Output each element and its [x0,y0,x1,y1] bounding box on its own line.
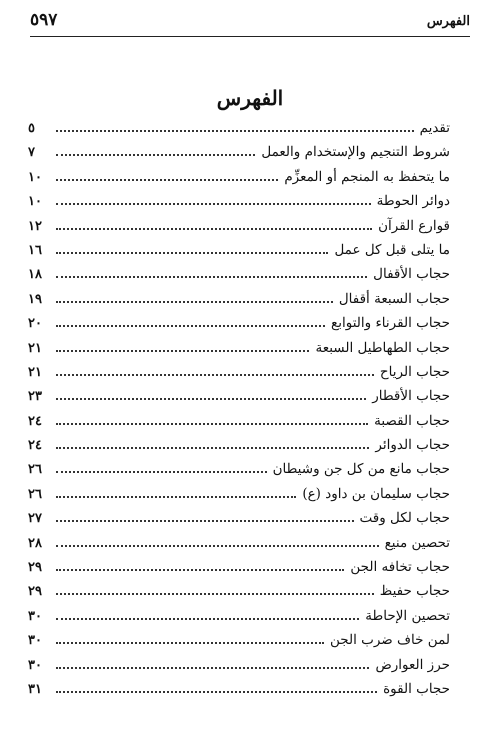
toc-dot-leader [56,422,368,425]
toc-entry-page-number: ٣٠ [28,633,42,649]
running-header [30,6,470,37]
toc-title: الفهرس [216,86,284,110]
toc-dot-leader [56,178,278,181]
toc-entry [28,144,450,168]
toc-entry-label: قوارع القرآن [378,217,450,234]
toc-dot-leader [56,275,367,278]
toc-entry-label: حجاب تخافه الجن [350,559,450,576]
toc-entry [28,218,450,242]
toc-entry-label: حجاب الدوائر [375,437,450,454]
toc-entry-label: حجاب الرياح [379,363,450,380]
toc-entry [28,559,450,583]
toc-entry-label: دوائر الحوطة [376,193,450,210]
toc-dot-leader [56,544,379,547]
toc-entry-label: حجاب حفيظ [379,583,450,600]
toc-entry [28,388,450,412]
toc-entry-label: لمن خاف ضرب الجن [330,632,450,649]
toc-dot-leader [56,373,374,376]
toc-dot-leader [56,617,359,620]
toc-dot-leader [56,349,309,352]
toc-entry [28,535,450,559]
toc-entry-label: حجاب القرناء والتوابع [331,315,450,332]
toc-entry [28,413,450,437]
toc-entry [28,510,450,534]
toc-entry [28,193,450,217]
toc-entry-page-number: ٣٠ [28,657,42,673]
toc-entry [28,461,450,485]
toc-entry [28,681,450,705]
toc-entry-label: حجاب السبعة أقفال [338,290,450,307]
toc-entry-page-number: ١٢ [28,218,42,234]
toc-entry [28,632,450,656]
toc-entry-page-number: ١٠ [28,194,42,210]
toc-entry [28,437,450,461]
toc-dot-leader [56,690,377,693]
header-page-number: ٥٩٧ [30,10,58,30]
toc-dot-leader [56,666,369,669]
toc-dot-leader [56,129,414,132]
toc-entry-page-number: ٢٦ [28,486,42,502]
toc-entry-label: ما يتلى قبل كل عمل [334,241,450,258]
toc-entry [28,315,450,339]
toc-entry-label: حجاب الطهاطيل السبعة [315,339,450,356]
toc-entry-page-number: ٢١ [28,340,42,356]
toc-entry [28,242,450,266]
toc-entry-label: شروط التنجيم والإستخدام والعمل [261,144,450,161]
toc-entry [28,169,450,193]
toc-entry [28,486,450,510]
toc-entry-page-number: ٢٩ [28,584,42,600]
toc-dot-leader [56,592,374,595]
toc-entry-label: حجاب مانع من كل جن وشيطان [272,461,450,478]
toc-entry-label: تحصين الإحاطة [365,607,450,624]
toc-entry-page-number: ٢٦ [28,462,42,478]
header-title: الفهرس [426,14,470,29]
toc-entry-page-number: ٧ [28,145,35,161]
toc-entry-page-number: ٣١ [28,681,42,697]
toc-entry-label: حجاب القوة [383,680,450,697]
toc-entry-page-number: ٢٩ [28,560,42,576]
toc-dot-leader [56,519,354,522]
toc-dot-leader [56,300,333,303]
toc-dot-leader [56,568,344,571]
toc-entry [28,120,450,144]
toc-entry [28,340,450,364]
toc-entry-label: ما يتحفظ به المنجم أو المعزِّم [284,168,450,185]
toc-entry-label: حجاب سليمان بن داود (ع) [302,485,450,502]
toc-entry-page-number: ٢٣ [28,389,42,405]
toc-entry [28,266,450,290]
toc-entry-page-number: ١٨ [28,267,42,283]
toc-entry-label: حجاب القصبة [374,412,450,429]
toc-entry-page-number: ٢٤ [28,438,42,454]
toc-dot-leader [56,202,371,205]
toc-entry-page-number: ٥ [28,121,35,136]
toc-dot-leader [56,495,296,498]
toc-entry [28,291,450,315]
toc-dot-leader [56,251,328,254]
toc-entry-label: حجاب الأقفال [373,266,450,283]
toc-entry-page-number: ١٩ [28,291,42,307]
toc-dot-leader [56,153,255,156]
toc-entry [28,608,450,632]
toc-entry-page-number: ١٦ [28,242,42,258]
toc-entry-page-number: ٢٤ [28,413,42,429]
toc-dot-leader [56,641,324,644]
toc-list [28,120,450,705]
toc-entry-label: تحصين منيع [384,534,450,551]
toc-entry-page-number: ١٠ [28,169,42,185]
toc-entry [28,364,450,388]
toc-entry-label: حرز العوارض [375,656,450,673]
toc-entry-page-number: ٢٨ [28,535,42,551]
toc-entry [28,583,450,607]
toc-dot-leader [56,227,372,230]
toc-entry-page-number: ٢٠ [28,316,42,332]
toc-entry-page-number: ٢٧ [28,511,42,527]
toc-entry-page-number: ٣٠ [28,608,42,624]
toc-entry [28,657,450,681]
toc-dot-leader [56,470,267,473]
toc-dot-leader [56,397,366,400]
toc-entry-label: حجاب لكل وقت [359,510,450,527]
toc-dot-leader [56,446,369,449]
toc-entry-label: تقديم [419,120,450,136]
toc-entry-page-number: ٢١ [28,364,42,380]
toc-entry-label: حجاب الأقطار [372,388,450,405]
toc-dot-leader [56,324,325,327]
